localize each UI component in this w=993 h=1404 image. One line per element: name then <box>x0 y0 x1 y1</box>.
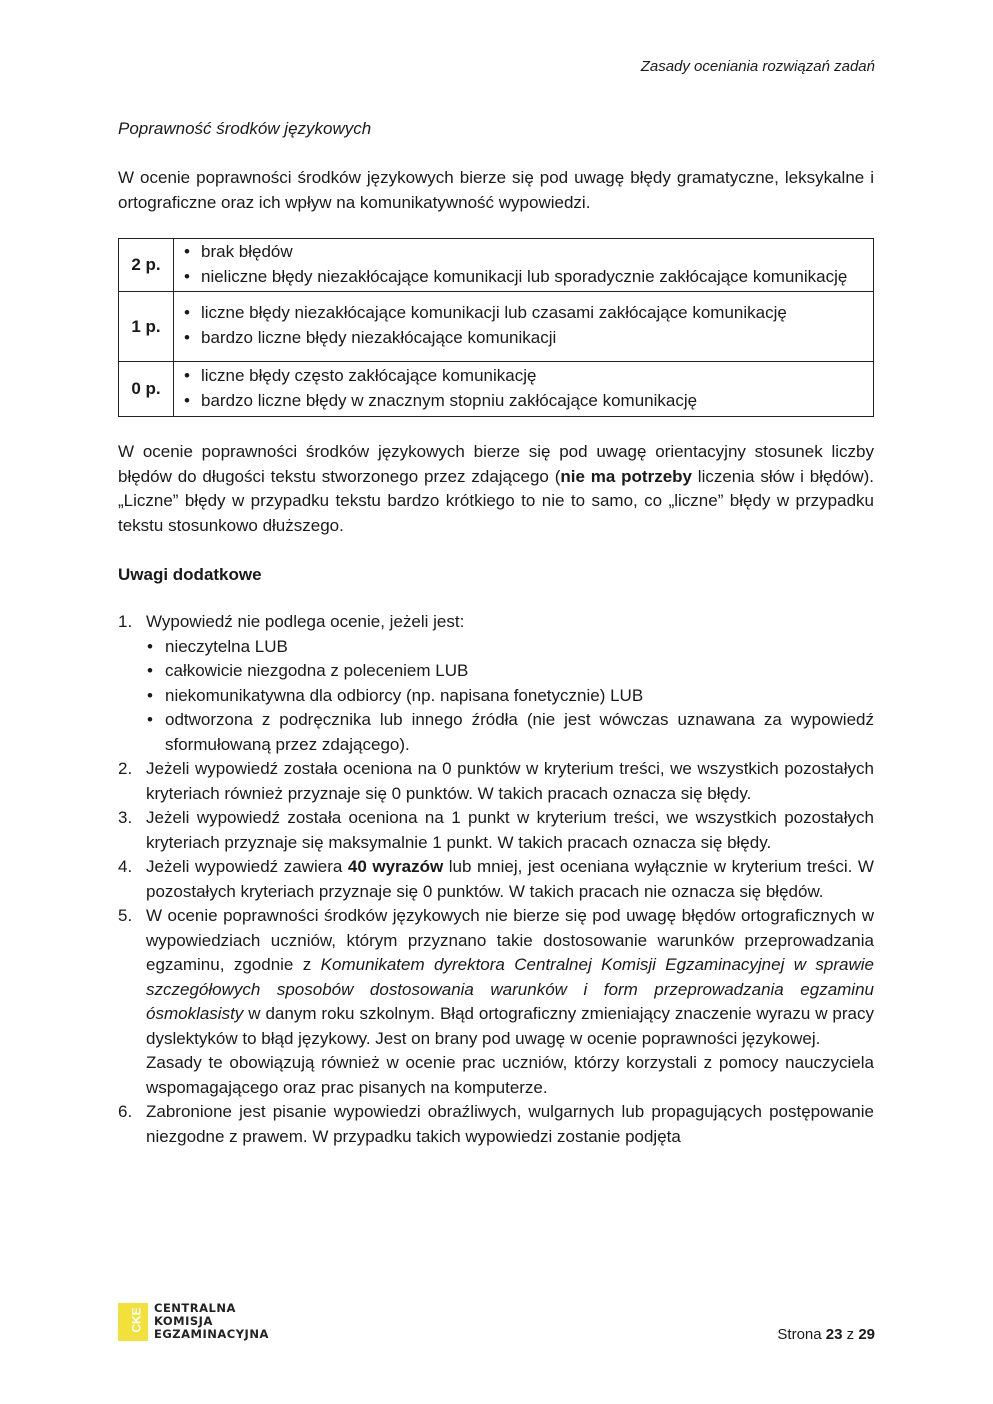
sub-item: • niekomunikatywna dla odbiorcy (np. napisana fonetycznie) LUB <box>146 684 874 709</box>
criterion-item: • liczne błędy często zakłócające komunikację <box>174 364 873 389</box>
scoring-table <box>118 238 874 417</box>
cke-logo <box>118 1302 269 1341</box>
document-title: Komunikatem dyrektora Centralnej Komisji Egzaminacyjnej w sprawie szczegółowych sposobów dostosowania warunków i form przeprowadzania egzaminu ósmoklasisty <box>146 955 875 1023</box>
criterion-item: • bardzo liczne błędy niezakłócające komunikacji <box>174 326 873 351</box>
criteria-cell <box>174 292 874 362</box>
table-row <box>119 362 874 417</box>
list-item: 1. Wypowiedź nie podlega ocenie, jeżeli jest: • nieczytelna LUB • całkowicie niezgodna z poleceniem LUB • niekomunikatywna dla odbiorcy (np. napisana fonetycznie) LUB • odtworzona z podręcznika lub innego źródła (nie jest wówczas uznawana za wypowiedź sformułowaną przez zdającego). <box>118 610 874 757</box>
emphasis: nie ma potrzeby <box>560 466 692 486</box>
sub-list <box>146 635 874 758</box>
running-header: Zasady oceniania rozwiązań zadań <box>640 58 875 75</box>
notes-heading: Uwagi dodatkowe <box>118 565 262 584</box>
cke-logo-icon: CKE <box>118 1303 148 1341</box>
page-number: Strona 23 z 29 <box>777 1326 875 1343</box>
points-cell: 1 p. <box>119 292 174 362</box>
cke-logo-text: CENTRALNA KOMISJA EGZAMINACYJNA <box>154 1301 269 1341</box>
criterion-item: • liczne błędy niezakłócające komunikacji lub czasami zakłócające komunikację <box>174 301 873 326</box>
ratio-paragraph: W ocenie poprawności środków językowych bierze się pod uwagę orientacyjny stosunek liczby błędów do długości tekstu stworzonego przez zdającego (nie ma potrzeby liczenia słów i błędów). „Liczne” błędy w przypadku tekstu bardzo krótkiego to nie to samo, co „liczne” błędy w przypadku tekstu stosunkowo dłuższego. <box>118 442 874 535</box>
sub-item: • odtworzona z podręcznika lub innego źródła (nie jest wówczas uznawana za wypowiedź sformułowaną przez zdającego). <box>146 708 874 757</box>
criteria-cell <box>174 239 874 292</box>
criterion-item: • nieliczne błędy niezakłócające komunikacji lub sporadycznie zakłócające komunikację <box>174 265 873 290</box>
criterion-item: • brak błędów <box>174 240 873 265</box>
notes-list <box>118 610 874 1149</box>
sub-item: • nieczytelna LUB <box>146 635 874 660</box>
criteria-cell <box>174 362 874 417</box>
list-item: 4. Jeżeli wypowiedź zawiera 40 wyrazów lub mniej, jest oceniana wyłącznie w kryterium treści. W pozostałych kryteriach przyznaje się 0 punktów. W takich pracach nie oznacza się błędów. <box>118 857 874 901</box>
section-title: Poprawność środków językowych <box>118 119 372 138</box>
list-item: 6. Zabronione jest pisanie wypowiedzi obraźliwych, wulgarnych lub propagujących postępowanie niezgodne z prawem. W przypadku takich wypowiedzi zostanie podjęta <box>118 1102 874 1146</box>
sub-item: • całkowicie niezgodna z poleceniem LUB <box>146 659 874 684</box>
page-content <box>118 116 874 1149</box>
points-cell: 2 p. <box>119 239 174 292</box>
table-row <box>119 292 874 362</box>
list-item: 3. Jeżeli wypowiedź została oceniona na 1 punkt w kryterium treści, we wszystkich pozostałych kryteriach przyznaje się maksymalnie 1 punkt. W takich pracach oznacza się błędy. <box>118 808 874 852</box>
list-item: 2. Jeżeli wypowiedź została oceniona na 0 punktów w kryterium treści, we wszystkich pozostałych kryteriach również przyznaje się 0 punktów. W takich pracach oznacza się błędy. <box>118 759 874 803</box>
emphasis: 40 wyrazów <box>347 857 444 876</box>
list-item: 5. W ocenie poprawności środków językowych nie bierze się pod uwagę błędów ortograficznych w wypowiedziach uczniów, którym przyznano takie dostosowanie warunków przeprowadzania egzaminu, zgodnie z Komunikatem dyrektora Centralnej Komisji Egzaminacyjnej w sprawie szczegółowych sposobów dostosowania warunków i form przeprowadzania egzaminu ósmoklasisty w danym roku szkolnym. Błąd ortograficzny zmieniający znaczenie wyrazu w pracy dyslektyków to błąd językowy. Jest on brany pod uwagę w ocenie poprawności językowej. Zasady te obowiązują również w ocenie prac uczniów, którzy korzystali z pomocy nauczyciela wspomagającego oraz prac pisanych na komputerze. <box>118 906 875 1097</box>
points-cell: 0 p. <box>119 362 174 417</box>
criterion-item: • bardzo liczne błędy w znacznym stopniu zakłócające komunikację <box>174 389 873 414</box>
table-row <box>119 239 874 292</box>
intro-paragraph: W ocenie poprawności środków językowych bierze się pod uwagę błędy gramatyczne, leksykalne i ortograficzne oraz ich wpływ na komunikatywność wypowiedzi. <box>118 168 874 212</box>
